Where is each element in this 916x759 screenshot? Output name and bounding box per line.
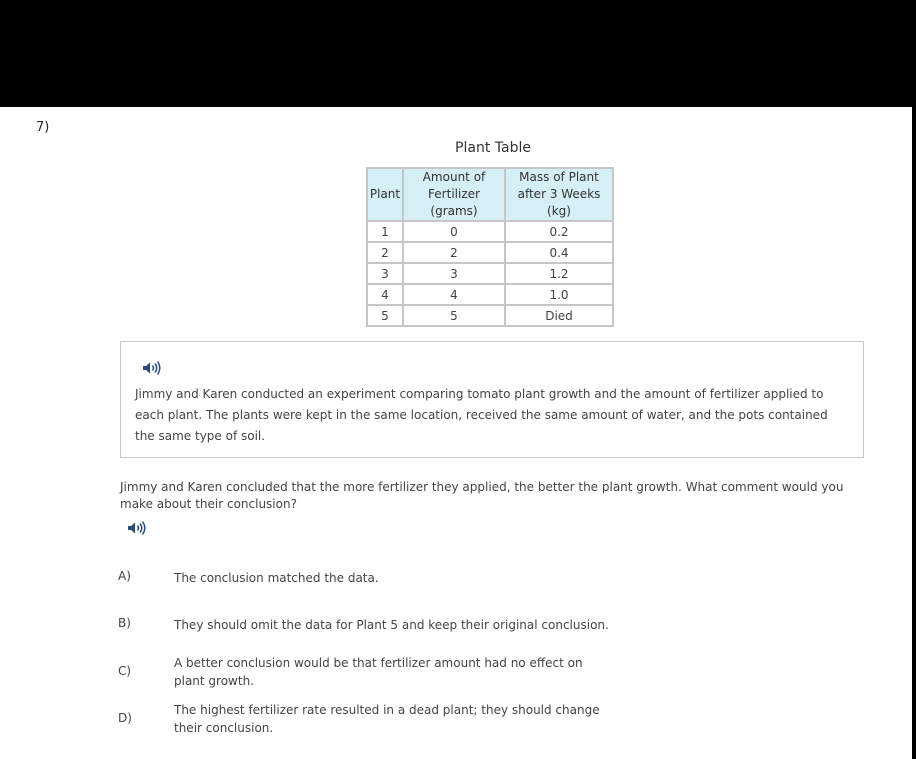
choice-c[interactable] [118, 654, 638, 690]
passage-box [120, 341, 864, 458]
choice-text: They should omit the data for Plant 5 and keep their original conclusion. [174, 618, 609, 632]
right-black-edge [912, 107, 916, 759]
question-stem: Jimmy and Karen concluded that the more fertilizer they applied, the better the plant growth. What comment would you make about their conclusion? [120, 480, 844, 511]
table-row [367, 221, 613, 242]
choice-text: A better conclusion would be that fertilizer amount had no effect on plant growth. [174, 656, 583, 688]
speaker-icon[interactable] [126, 520, 146, 536]
table-row [367, 242, 613, 263]
header-plant: Plant [367, 168, 403, 221]
table-cell: 1.2 [505, 263, 613, 284]
table-title: Plant Table [455, 140, 531, 156]
table-cell: 5 [403, 305, 505, 326]
table-cell: 0.4 [505, 242, 613, 263]
table-cell: 1.0 [505, 284, 613, 305]
choice-a[interactable] [118, 569, 638, 587]
table-cell: 3 [367, 263, 403, 284]
choice-letter: B) [118, 616, 131, 630]
table-cell: 0 [403, 221, 505, 242]
table-row [367, 305, 613, 326]
choice-text: The conclusion matched the data. [174, 571, 379, 585]
table-row [367, 263, 613, 284]
passage-text: Jimmy and Karen conducted an experiment comparing tomato plant growth and the amount of fertilizer applied to each plant. The plants were kept in the same location, received the same amount of water, and the pots contained the same type of soil. [135, 387, 828, 443]
choice-letter: A) [118, 569, 131, 583]
table-cell: 3 [403, 263, 505, 284]
table-cell: 1 [367, 221, 403, 242]
table-cell: 4 [403, 284, 505, 305]
choice-letter: D) [118, 711, 132, 725]
table-cell: 5 [367, 305, 403, 326]
choice-b[interactable] [118, 616, 638, 634]
table-header-row [367, 168, 613, 221]
table-cell: 2 [403, 242, 505, 263]
speaker-icon[interactable] [141, 360, 161, 376]
table-cell: 2 [367, 242, 403, 263]
choice-d[interactable] [118, 701, 638, 737]
top-black-bar [0, 0, 916, 107]
table-cell: Died [505, 305, 613, 326]
header-mass: Mass of Plant after 3 Weeks (kg) [505, 168, 613, 221]
question-number: 7) [36, 120, 50, 135]
plant-table [366, 167, 614, 327]
table-cell: 0.2 [505, 221, 613, 242]
table-cell: 4 [367, 284, 403, 305]
choice-text: The highest fertilizer rate resulted in a dead plant; they should change their conclusion. [174, 703, 600, 735]
header-fertilizer: Amount of Fertilizer (grams) [403, 168, 505, 221]
choice-letter: C) [118, 664, 132, 678]
table-row [367, 284, 613, 305]
